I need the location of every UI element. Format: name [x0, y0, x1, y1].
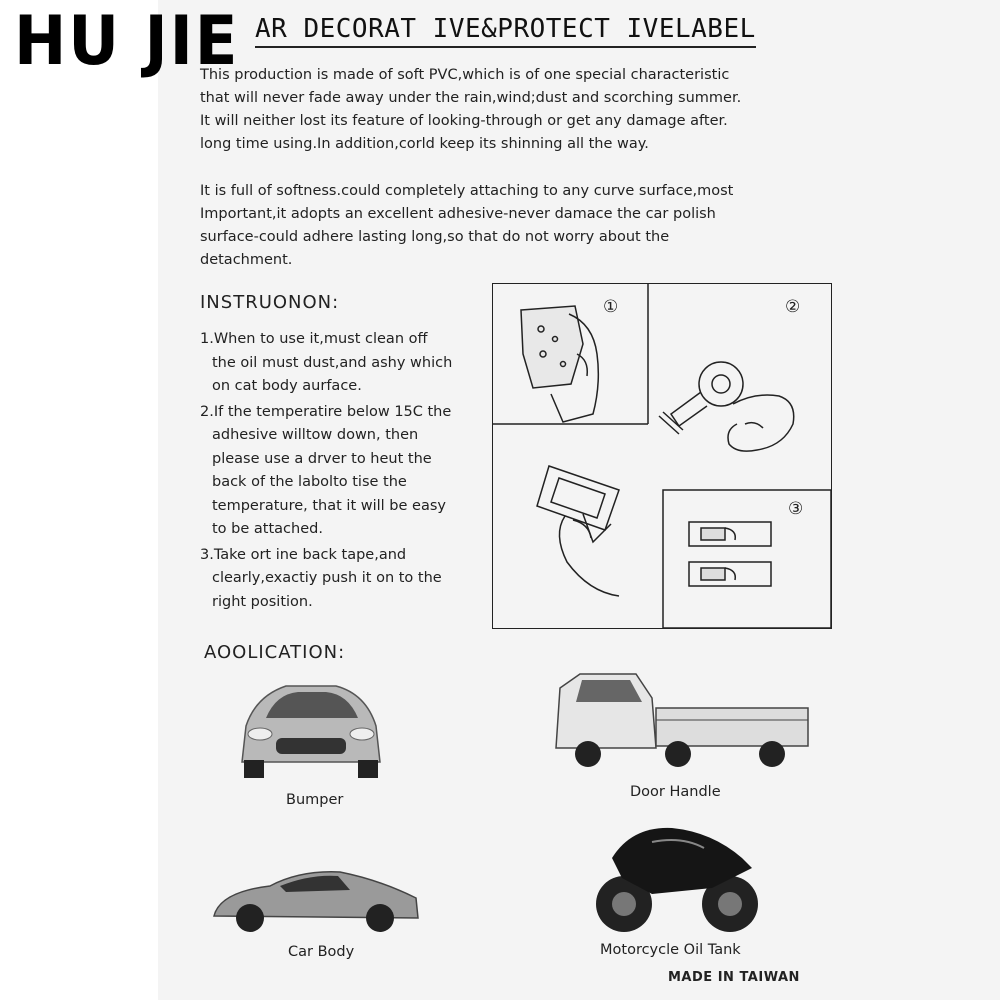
step-line: the oil must dust,and ashy which [212, 354, 453, 371]
adhesive-line: Important,it adopts an excellent adhesive-never damace the car polish [200, 206, 716, 222]
peel-label-icon [537, 466, 619, 596]
diagram-illustration [493, 284, 831, 628]
step-line: clearly,exactiy push it on to the [212, 570, 442, 586]
applied-label-icon [689, 522, 771, 586]
origin-label: MADE IN TAIWAN [668, 970, 800, 985]
step-line: adhesive willtow down, then [212, 427, 419, 443]
step-number: ① [603, 297, 619, 317]
application-heading: AOOLICATION: [204, 642, 346, 663]
sports-car-image [210, 858, 424, 934]
step-1 [200, 328, 490, 399]
adhesive-paragraph [200, 180, 810, 272]
intro-line: It will neither lost its feature of looking-through or get any damage after. [200, 113, 728, 129]
instruction-steps [200, 328, 490, 616]
motorcycle-caption: Motorcycle Oil Tank [600, 942, 741, 958]
step-2 [200, 401, 490, 542]
intro-line: that will never fade away under the rain,wind;dust and scorching summer. [200, 90, 742, 106]
step-line: right position. [212, 593, 313, 610]
step-line: back of the labolto tise the [212, 474, 407, 490]
motorcycle-image [592, 818, 762, 936]
sponge-hand-icon [521, 306, 598, 422]
hair-dryer-icon [659, 362, 794, 451]
brand-watermark: HU JIE [14, 2, 240, 81]
sedan-image [236, 676, 386, 786]
step-3 [200, 544, 490, 615]
intro-line: This production is made of soft PVC,which is of one special characteristic [200, 67, 730, 83]
step-line: 3.Take ort ine back tape,and [200, 546, 407, 563]
adhesive-line: surface-could adhere lasting long,so that do not worry about the [200, 229, 670, 245]
instructions-heading: INSTRUONON: [200, 292, 340, 313]
step-line: temperature, that it will be easy [212, 497, 446, 514]
step-line: on cat body aurface. [212, 378, 362, 394]
instruction-diagram [492, 283, 832, 629]
intro-line: long time using.In addition,corld keep its shinning all the way. [200, 136, 649, 152]
adhesive-line: detachment. [200, 252, 293, 268]
bumper-caption: Bumper [286, 792, 344, 808]
step-number: ③ [788, 499, 804, 519]
door-handle-caption: Door Handle [630, 784, 721, 800]
car-body-caption: Car Body [288, 944, 355, 960]
step-line: please use a drver to heut the [212, 450, 432, 467]
step-line: 2.If the temperatire below 15C the [200, 403, 452, 420]
step-number: ② [785, 297, 801, 317]
sheet-title: AR DECORAT IVE&PROTECT IVELABEL [255, 14, 756, 48]
intro-paragraph [200, 64, 810, 156]
adhesive-line: It is full of softness.could completely attaching to any curve surface,most [200, 183, 734, 199]
truck-image [552, 668, 812, 778]
step-line: 1.When to use it,must clean off [200, 331, 428, 347]
step-line: to be attached. [212, 521, 323, 537]
